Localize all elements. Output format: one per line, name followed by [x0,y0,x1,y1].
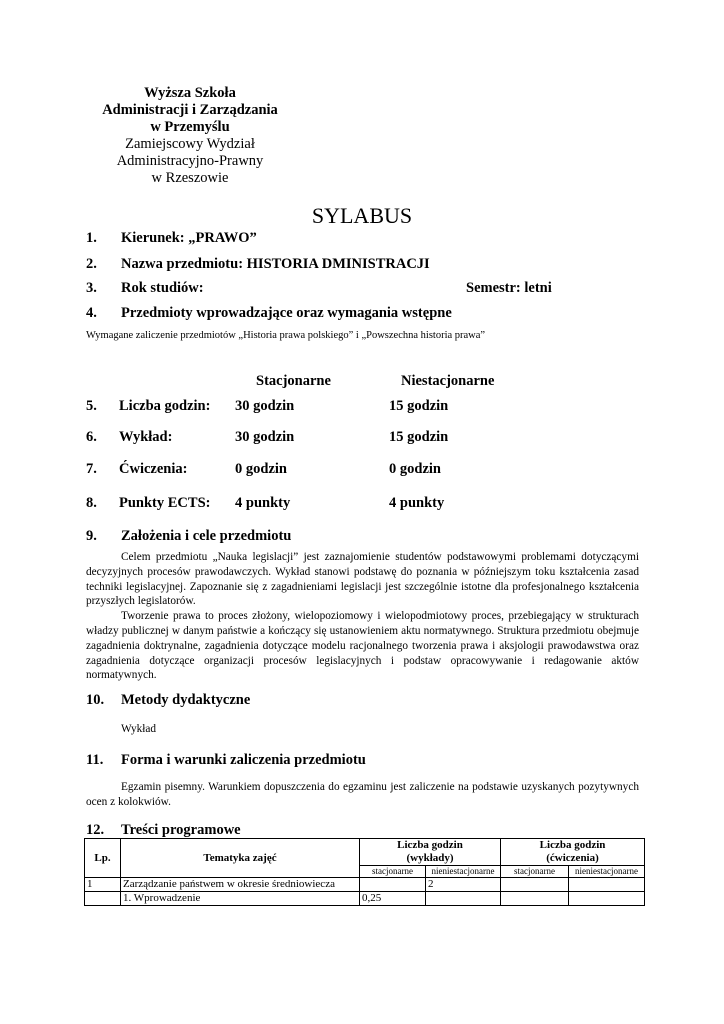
header-exercise-line: (ćwiczenia) [546,852,599,864]
item-number: 11. [86,752,104,768]
assessment-paragraph: Egzamin pisemny. Warunkiem dopuszczenia do egzaminu jest zaliczenie na podstawie uzyskanych pozytywnych ocen z kolokwiów. [86,781,639,808]
table-row [85,892,645,906]
item-number: 6. [86,429,97,445]
semester: Semestr: letni [466,280,552,296]
subheader-nonstationary: nieniestacjonarne [426,866,501,878]
institution-line: w Przemyślu [150,119,230,135]
goals-paragraph: Celem przedmiotu „Nauka legislacji” jest zaznajomienie studentów podstawowymi problemami dotyczącymi decyzyjnych procesów prawodawczych. Wykład stanowi podstawę do poznania w późniejszym toku kształcenia zasad techniki legislacyjnej. Zapoznanie się z zagadnieniami legislacji jest szczególnie istotne dla profesjonalnego kształcenia przyszłych legislatorów. [86,551,639,608]
hours-nonstationary: 0 godzin [389,461,441,477]
cell-exercise-nonstationary [569,878,645,892]
hours-label: Ćwiczenia: [119,461,188,477]
hours-nonstationary: 15 godzin [389,398,449,414]
subheader-stationary: stacjonarne [360,866,426,878]
header-lecture-line: (wykłady) [406,852,454,864]
methods-text: Wykład [121,723,157,735]
assessment-text [86,780,639,810]
item-number: 5. [86,398,97,414]
section-heading-program: Treści programowe [121,822,241,838]
item-number: 2. [86,256,97,272]
item-number: 9. [86,528,97,544]
course-name: Nazwa przedmiotu: HISTORIA DMINISTRACJI [121,256,430,272]
item-number: 1. [86,230,97,246]
section-heading-methods: Metody dydaktyczne [121,692,251,708]
goals-paragraph: Tworzenie prawa to proces złożony, wielopoziomowy i wielopodmiotowy proces, przebiegający w strukturach władzy publicznej w danym państwie a kończący się ustanowieniem aktu normatywnego. Struktura przedmiotu obejmuje zagadnienia doktrynalne, zagadnienia dotyczące modelu racjonalnego tworzenia prawa i aksjologii prawodawstwa oraz zagadnienia dotyczące organizacji procesów legislacyjnych i podstaw opracowywanie i redagowanie aktów normatywnych. [86,610,639,682]
column-header-stationary: Stacjonarne [256,373,331,389]
item-number: 3. [86,280,97,296]
item-number: 10. [86,692,105,708]
institution-line: Administracji i Zarządzania [102,102,278,118]
item-number: 7. [86,461,97,477]
table-header-row [85,839,645,866]
item-number: 4. [86,305,97,321]
cell-exercise-stationary [501,892,569,906]
section-heading-assessment: Forma i warunki zaliczenia przedmiotu [121,752,366,768]
column-header-nonstationary: Niestacjonarne [401,373,495,389]
field-of-study: Kierunek: „PRAWO” [121,230,257,246]
cell-lecture-stationary [360,878,426,892]
header-exercise-hours [501,839,645,866]
cell-topic: Zarządzanie państwem w okresie średniowiecza [121,878,360,892]
hours-stationary: 30 godzin [235,398,295,414]
faculty-line: w Rzeszowie [151,170,229,186]
hours-stationary: 4 punkty [235,495,291,511]
cell-lp: 1 [85,878,121,892]
hours-label: Wykład: [119,429,173,445]
header-lp: Lp. [85,839,121,878]
cell-topic: 1. Wprowadzenie [121,892,360,906]
cell-exercise-nonstationary [569,892,645,906]
document-title: SYLABUS [311,203,413,228]
header-exercise-line: Liczba godzin [539,839,606,851]
study-year: Rok studiów: [121,280,204,296]
header-lecture-line: Liczba godzin [397,839,463,851]
section-heading-goals: Założenia i cele przedmiotu [121,528,292,544]
cell-exercise-stationary [501,878,569,892]
prerequisites-text: Wymagane zaliczenie przedmiotów „Historia prawa polskiego” i „Powszechna historia prawa” [86,330,486,341]
cell-lecture-stationary: 0,25 [360,892,426,906]
prerequisites-heading: Przedmioty wprowadzające oraz wymagania wstępne [121,305,452,321]
cell-lp [85,892,121,906]
hours-stationary: 0 godzin [235,461,287,477]
table-row [85,878,645,892]
header-topic: Tematyka zajęć [121,839,360,878]
hours-nonstationary: 4 punkty [389,495,445,511]
institution-header [0,85,380,187]
cell-lecture-nonstationary [426,892,501,906]
header-lecture-hours [360,839,501,866]
faculty-line: Administracyjno-Prawny [116,153,264,169]
subheader-stationary: stacjonarne [501,866,569,878]
item-number: 12. [86,822,105,838]
hours-label: Liczba godzin: [119,398,211,414]
cell-lecture-nonstationary: 2 [426,878,501,892]
faculty-line: Zamiejscowy Wydział [125,136,255,152]
hours-nonstationary: 15 godzin [389,429,449,445]
program-table [84,838,645,906]
institution-line: Wyższa Szkoła [144,85,236,101]
goals-text [86,550,639,683]
hours-stationary: 30 godzin [235,429,295,445]
hours-label: Punkty ECTS: [119,495,211,511]
item-number: 8. [86,495,97,511]
subheader-nonstationary: nieniestacjonarne [569,866,645,878]
